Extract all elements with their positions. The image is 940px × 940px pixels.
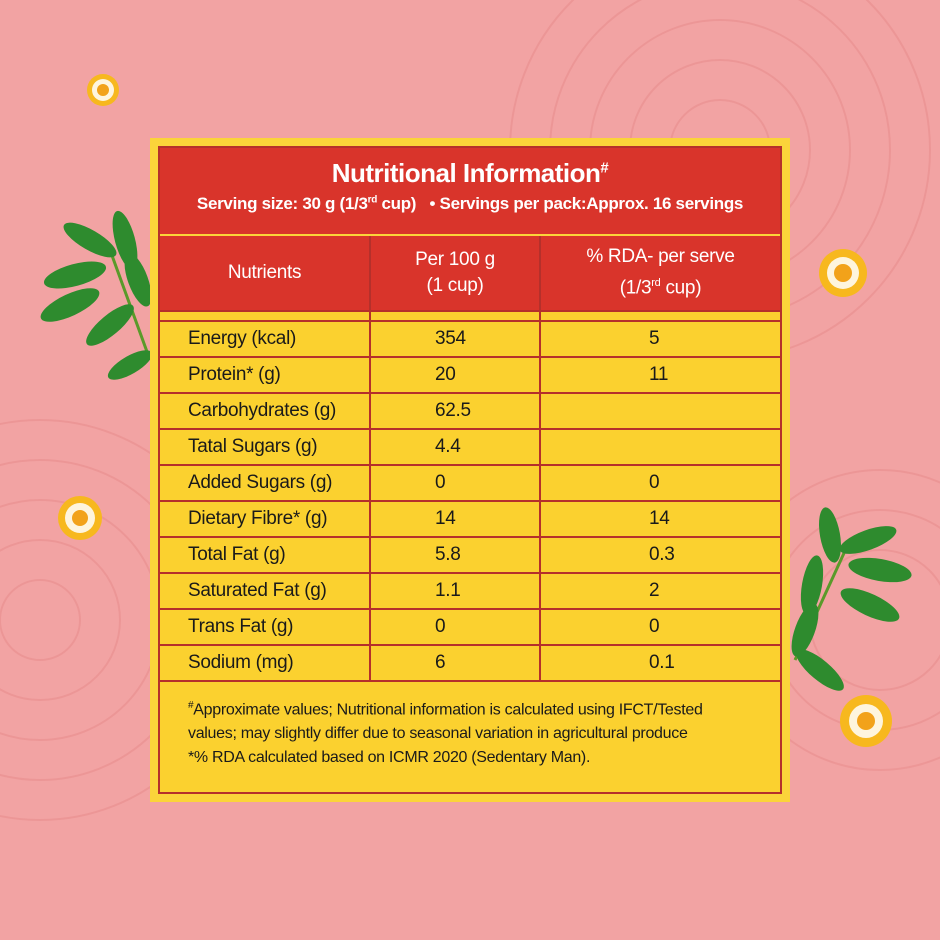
footnotes bbox=[188, 694, 768, 770]
per-100g-value: 4.4 bbox=[370, 429, 540, 465]
rda-value bbox=[540, 393, 780, 429]
rda-value: 0.1 bbox=[540, 645, 780, 681]
per-100g-value: 0 bbox=[370, 465, 540, 501]
serving-bullet: • bbox=[429, 194, 436, 213]
table-row bbox=[160, 465, 780, 501]
rda-value bbox=[540, 429, 780, 465]
nutrient-name: Tatal Sugars (g) bbox=[160, 429, 370, 465]
nutrient-name: Protein* (g) bbox=[160, 357, 370, 393]
per-100g-value: 5.8 bbox=[370, 537, 540, 573]
nutrition-table bbox=[160, 236, 780, 682]
footnote-line: *% RDA calculated based on ICMR 2020 (Sedentary Man). bbox=[188, 749, 591, 767]
rda-value: 14 bbox=[540, 501, 780, 537]
serving-size: Serving size: 30 g (1/3rd cup) bbox=[196, 194, 417, 213]
title-mark: # bbox=[600, 159, 609, 177]
nutrient-name: Sodium (mg) bbox=[160, 645, 370, 681]
rda-value: 2 bbox=[540, 573, 780, 609]
servings-per-pack: Servings per pack:Approx. 16 servings bbox=[439, 194, 744, 213]
per-100g-value: 62.5 bbox=[370, 393, 540, 429]
nutrition-title: Nutritional Information# bbox=[331, 158, 609, 188]
per-100g-value: 6 bbox=[370, 645, 540, 681]
table-row bbox=[160, 501, 780, 537]
per-100g-value: 354 bbox=[370, 321, 540, 357]
neem-leaf-icon bbox=[36, 208, 157, 385]
rda-value: 5 bbox=[540, 321, 780, 357]
marigold-flower-icon bbox=[58, 496, 102, 540]
per-100g-value: 14 bbox=[370, 501, 540, 537]
table-row bbox=[160, 537, 780, 573]
table-row bbox=[160, 393, 780, 429]
marigold-flower-icon bbox=[87, 74, 119, 106]
header-rda: % RDA- per serve (1/3rd cup) bbox=[540, 236, 780, 311]
title-band bbox=[160, 148, 780, 236]
per-100g-value: 0 bbox=[370, 609, 540, 645]
nutrient-name: Dietary Fibre* (g) bbox=[160, 501, 370, 537]
table-row bbox=[160, 573, 780, 609]
table-spacer-row bbox=[160, 311, 780, 321]
neem-leaf-icon bbox=[786, 506, 913, 697]
serving-info bbox=[160, 194, 780, 214]
header-per-100g: Per 100 g (1 cup) bbox=[370, 236, 540, 311]
rda-value: 0.3 bbox=[540, 537, 780, 573]
per-100g-value: 1.1 bbox=[370, 573, 540, 609]
footnote-line: #Approximate values; Nutritional information is calculated using IFCT/Tested bbox=[188, 700, 703, 719]
per-100g-value: 20 bbox=[370, 357, 540, 393]
nutrient-name: Energy (kcal) bbox=[160, 321, 370, 357]
table-row bbox=[160, 609, 780, 645]
nutrient-name: Total Fat (g) bbox=[160, 537, 370, 573]
nutrient-name: Added Sugars (g) bbox=[160, 465, 370, 501]
nutrient-name: Carbohydrates (g) bbox=[160, 393, 370, 429]
nutrition-card-inner bbox=[158, 146, 782, 794]
table-row bbox=[160, 321, 780, 357]
table-row bbox=[160, 645, 780, 681]
table-header-row bbox=[160, 236, 780, 311]
table-row bbox=[160, 429, 780, 465]
nutrient-name: Saturated Fat (g) bbox=[160, 573, 370, 609]
footnote-line: values; may slightly differ due to seasonal variation in agricultural produce bbox=[188, 725, 688, 743]
rda-value: 0 bbox=[540, 465, 780, 501]
table-row bbox=[160, 357, 780, 393]
marigold-flower-icon bbox=[819, 249, 867, 297]
nutrition-card bbox=[150, 138, 790, 802]
header-nutrients: Nutrients bbox=[160, 236, 370, 311]
nutrient-name: Trans Fat (g) bbox=[160, 609, 370, 645]
marigold-flower-icon bbox=[840, 695, 892, 747]
rda-value: 11 bbox=[540, 357, 780, 393]
rda-value: 0 bbox=[540, 609, 780, 645]
